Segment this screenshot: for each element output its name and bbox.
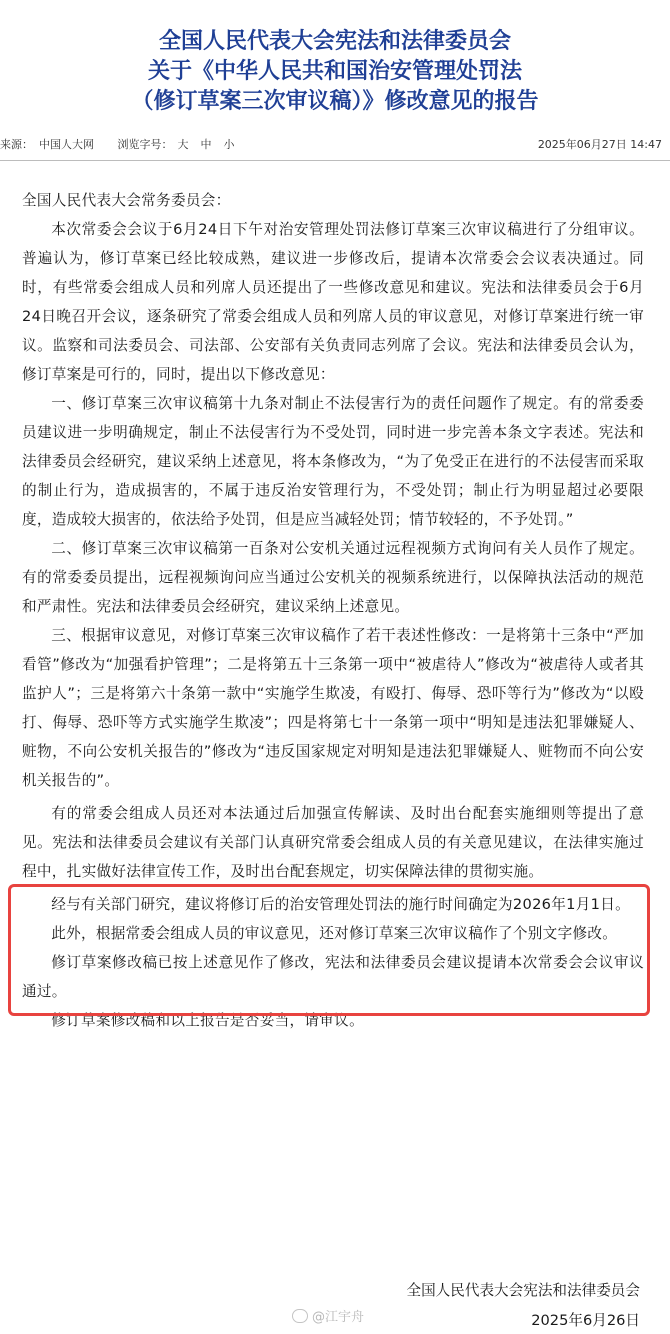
paragraph-highlighted: 有的常委会组成人员还对本法通过后加强宣传解读、及时出台配套实施细则等提出了意见。宪法和法律委员会建议有关部门认真研究常委会组成人员的有关意见建议，在法律实施过程中，扎实做好法律宣传工作，及时出台配套规定，切实保障法律的贯彻实施。 xyxy=(22,805,644,880)
report-title xyxy=(0,0,670,116)
header-divider xyxy=(0,160,670,161)
paragraph-submission: 修订草案修改稿已按上述意见作了修改，宪法和法律委员会建议提请本次常委会会议审议通过。 xyxy=(22,954,644,1000)
paragraph-point-2: 二、修订草案三次审议稿第一百条对公安机关通过远程视频方式询问有关人员作了规定。有的常委委员提出，远程视频询问应当通过公安机关的视频系统进行，以保障执法活动的规范和严肃性。宪法和法律委员会经研究，建议采纳上述意见。 xyxy=(22,540,644,615)
salutation: 全国人民代表大会常务委员会： xyxy=(22,192,231,209)
paragraph-wording-changes: 此外，根据常委会组成人员的审议意见，还对修订草案三次审议稿作了个别文字修改。 xyxy=(51,925,618,942)
source-label: 来源： xyxy=(0,138,33,151)
paragraph-intro: 本次常委会会议于6月24日下午对治安管理处罚法修订草案三次审议稿进行了分组审议。普遍认为，修订草案已经比较成熟，建议进一步修改后，提请本次常委会会议表决通过。同时，有些常委会组成人员和列席人员还提出了一些修改意见和建议。宪法和法律委员会于6月24日晚召开会议，逐条研究了常委会组成人员和列席人员的审议意见，对修订草案进行统一审议。监察和司法委员会、司法部、公安部有关负责同志列席了会议。宪法和法律委员会认为，修订草案是可行的，同时，提出以下修改意见： xyxy=(22,221,644,383)
title-line-2: 关于《中华人民共和国治安管理处罚法 xyxy=(147,58,522,84)
paragraph-effective-date: 经与有关部门研究，建议将修订后的治安管理处罚法的施行时间确定为2026年1月1日。 xyxy=(51,896,630,913)
signature-org: 全国人民代表大会宪法和法律委员会 xyxy=(406,1282,640,1299)
font-size-medium-button[interactable]: 中 xyxy=(200,138,212,151)
source-value[interactable]: 中国人大网 xyxy=(39,138,94,151)
font-size-small-button[interactable]: 小 xyxy=(223,138,235,151)
watermark xyxy=(292,1306,364,1325)
watermark-text: @江宇舟 xyxy=(312,1310,365,1325)
publish-datetime: 2025年06月27日 14:47 xyxy=(537,138,662,151)
paragraph-point-3: 三、根据审议意见，对修订草案三次审议稿作了若干表述性修改：一是将第十三条中“严加看管”修改为“加强看护管理”；二是将第五十三条第一项中“被虐待人”修改为“被虐待人或者其监护人”；三是将第六十条第一款中“实施学生欺凌，有殴打、侮辱、恐吓等行为”修改为“以殴打、侮辱、恐吓等方式实施学生欺凌”；四是将第七十一条第一项中“明知是违法犯罪嫌疑人、赃物，不向公安机关报告的”修改为“违反国家规定对明知是违法犯罪嫌疑人、赃物而不向公安机关报告的”。 xyxy=(22,627,644,789)
paragraph-closing: 修订草案修改稿和以上报告是否妥当，请审议。 xyxy=(51,1012,364,1029)
weibo-icon xyxy=(292,1309,308,1323)
signature-date: 2025年6月26日 xyxy=(531,1312,640,1329)
font-size-large-button[interactable]: 大 xyxy=(177,138,189,151)
paragraph-point-1: 一、修订草案三次审议稿第十九条对制止不法侵害行为的责任问题作了规定。有的常委委员建议进一步明确规定，制止不法侵害行为不受处罚，同时进一步完善本条文字表述。宪法和法律委员会经研究，建议采纳上述意见，将本条修改为，“为了免受正在进行的不法侵害而采取的制止行为，造成损害的，不属于违反治安管理行为，不受处罚；制止行为明显超过必要限度，造成较大损害的，依法给予处罚，但是应当减轻处罚；情节较轻的，不予处罚。” xyxy=(22,395,644,528)
article-meta-bar xyxy=(0,136,662,154)
highlight-box xyxy=(8,884,650,1016)
font-size-label: 浏览字号： xyxy=(117,138,173,151)
title-line-3: （修订草案三次审议稿）》修改意见的报告 xyxy=(131,88,539,114)
title-line-1: 全国人民代表大会宪法和法律委员会 xyxy=(158,28,511,54)
